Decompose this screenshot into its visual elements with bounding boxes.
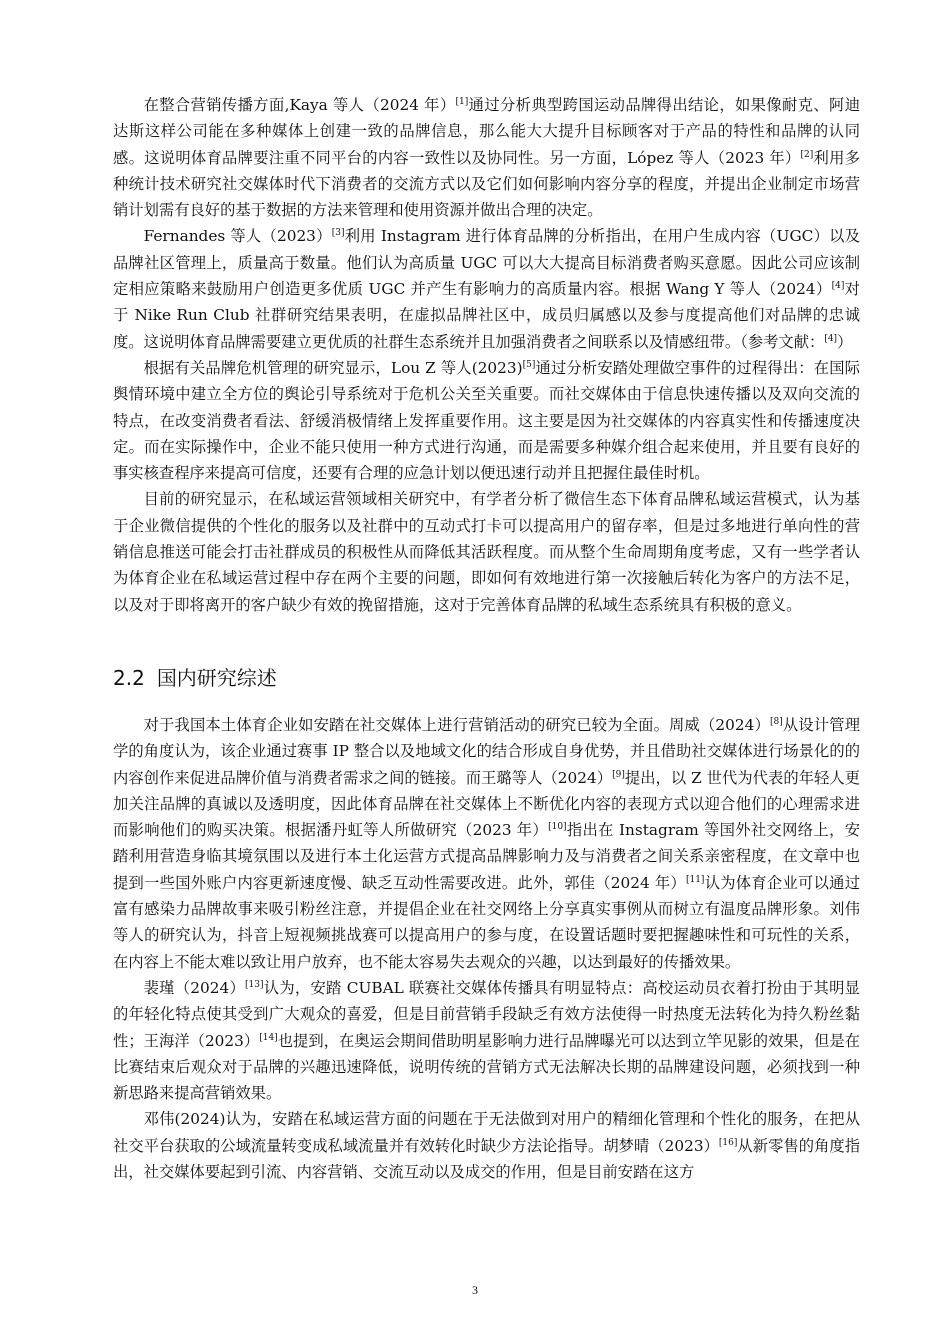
paragraph-text: 也提到，在奥运会期间借助明星影响力进行品牌曝光可以达到立竿见影的效果，但是在比赛结束后观众对于品牌的兴趣迅速降低，说明传统的营销方式无法解决长期的品牌建设问题，必须找到一种新思路来提高营销效果。	[113, 1031, 860, 1103]
document-body	[113, 92, 860, 1185]
body-paragraph	[113, 92, 860, 223]
body-paragraph	[113, 223, 860, 354]
citation-marker: [1]	[455, 96, 469, 107]
paragraph-text: 提出，以 Z 世代为代表的年轻人更加关注品牌的真诚以及透明度，因此体育品牌在社交媒体上不断优化内容的表现方式以迎合他们的心理需求进而影响他们的购买决策。根据潘丹虹等人所做研究（2023 年）	[113, 768, 860, 840]
paragraph-text: 通过分析安踏处理做空事件的过程得出：在国际舆情环境中建立全方位的舆论引导系统对于危机公关至关重要。而社交媒体由于信息快速传播以及双向交流的特点，在改变消费者看法、舒缓消极情绪上发挥重要作用。这主要是因为社交媒体的内容真实性和传播速度决定。而在实际操作中，企业不能只使用一种方式进行沟通，而是需要多种媒介组合起来使用，并且要有良好的事实核查程序来提高可信度，还要有合理的应急计划以便迅速行动并且把握住最佳时机。	[113, 358, 860, 483]
body-paragraph	[113, 712, 860, 975]
citation-marker: [14]	[259, 1032, 278, 1043]
citation-marker: [11]	[685, 874, 705, 885]
paragraph-text: 目前的研究显示，在私域运营领域相关研究中，有学者分析了微信生态下体育品牌私域运营模式，认为基于企业微信提供的个性化的服务以及社群中的互动式打卡可以提高用户的留存率，但是过多地进行单向性的营销信息推送可能会打击社群成员的积极性从而降低其活跃程度。而从整个生命周期角度考虑，又有一些学者认为体育企业在私域运营过程中存在两个主要的问题，即如何有效地进行第一次接触后转化为客户的方法不足，以及对于即将离开的客户缺少有效的挽留措施，这对于完善体育品牌的私域生态系统具有积极的意义。	[113, 490, 860, 614]
citation-marker: [4]	[831, 280, 845, 291]
paragraph-text: 邓伟(2024)认为，安踏在私域运营方面的问题在于无法做到对用户的精细化管理和个性化的服务，在把从社交平台获取的公域流量转变成私域流量并有效转化时缺少方法论指导。胡梦晴（2023）	[113, 1110, 860, 1155]
paragraph-text: 认为体育企业可以通过富有感染力品牌故事来吸引粉丝注意，并提倡企业在社交网络上分享真实事例从而树立有温度品牌形象。刘伟等人的研究认为，抖音上短视频挑战赛可以提高用户的参与度，在设置话题时要把握趣味性和可玩性的关系，在内容上不能太难以致让用户放弃，也不能太容易失去观众的兴趣，以达到最好的传播效果。	[113, 873, 860, 971]
paragraph-text: 根据有关品牌危机管理的研究显示，Lou Z 等人(2023)	[143, 358, 523, 377]
paragraph-text: 在整合营销传播方面,Kaya 等人（2024 年）	[143, 96, 456, 114]
paragraph-text: 对于我国本土体育企业如安踏在社交媒体上进行营销活动的研究已较为全面。周威（2024）	[143, 715, 770, 734]
section-number: 2.2	[113, 665, 145, 690]
paragraph-text: 认为，安踏 CUBAL 联赛社交媒体传播具有明显特点：高校运动员衣着打扮由于其明显的年轻化特点使其受到广大观众的喜爱，但是目前营销手段缺乏有效方法使得一时热度无法转化为持久粉丝黏性；王海洋（2023）	[113, 978, 860, 1050]
paragraph-text: 对于 Nike Run Club 社群研究结果表明，在虚拟品牌社区中，成员归属感以及参与度提高他们对品牌的忠诚度。这说明体育品牌需要建立更优质的社群生态系统并且加强消费者之间联系以及情感纽带。（参考文献：	[113, 280, 860, 351]
page-number: 3	[472, 1283, 478, 1297]
paragraph-text: 利用 Instagram 进行体育品牌的分析指出，在用户生成内容（UGC）以及品牌社区管理上，质量高于数量。他们认为高质量 UGC 可以大大提高目标消费者购买意愿。因此公司应该制定相应策略来鼓励用户创造更多优质 UGC 并产生有影响力的高质量内容。根据 Wang Y 等人（2024）	[113, 227, 860, 299]
citation-marker: [16]	[718, 1137, 738, 1148]
citation-marker: [5]	[522, 359, 536, 370]
paragraph-text: 指出在 Instagram 等国外社交网络上，安踏利用营造身临其境氛围以及进行本土化运营方式提高品牌影响力及与消费者之间关系亲密程度，在文章中也提到一些国外账户内容更新速度慢、缺乏互动性需要改进。此外，郭佳（2024 年）	[113, 821, 860, 892]
body-paragraph	[113, 355, 860, 486]
body-paragraph	[113, 1106, 860, 1185]
citation-marker: [3]	[331, 228, 345, 239]
body-paragraph	[113, 486, 860, 617]
citation-marker: [8]	[769, 716, 783, 727]
paragraph-text: Fernandes 等人（2023）	[143, 227, 332, 246]
citation-marker: [4]	[824, 333, 838, 344]
citation-marker: [2]	[800, 149, 814, 160]
section-heading	[113, 664, 860, 692]
international-review-section	[113, 92, 860, 618]
citation-marker: [10]	[548, 822, 567, 833]
paragraph-text: 裴瑾（2024）	[143, 978, 246, 997]
paragraph-text: 从设计管理学的角度认为，该企业通过赛事 IP 整合以及地域文化的结合形成自身优势，并且借助社交媒体进行场景化的的内容创作来促进品牌价值与消费者需求之间的链接。而王璐等人（2024）	[113, 715, 860, 787]
paragraph-text: 通过分析典型跨国运动品牌得出结论，如果像耐克、阿迪达斯这样公司能在多种媒体上创建一致的品牌信息，那么能大大提升目标顾客对于产品的特性和品牌的认同感。这说明体育品牌要注重不同平台的内容一致性以及协同性。另一方面，López 等人（2023 年）	[113, 96, 860, 167]
paragraph-text: ）	[837, 332, 853, 351]
citation-marker: [13]	[245, 979, 264, 990]
section-title: 国内研究综述	[156, 665, 277, 690]
citation-marker: [9]	[612, 769, 625, 780]
paragraph-text: 从新零售的角度指出，社交媒体要起到引流、内容营销、交流互动以及成交的作用，但是目前安踏在这方	[113, 1136, 860, 1181]
domestic-review-section	[113, 712, 860, 1185]
paragraph-text: 利用多种统计技术研究社交媒体时代下消费者的交流方式以及它们如何影响内容分享的程度，并提出企业制定市场营销计划需有良好的基于数据的方法来管理和使用资源并做出合理的决定。	[113, 148, 860, 220]
body-paragraph	[113, 975, 860, 1106]
